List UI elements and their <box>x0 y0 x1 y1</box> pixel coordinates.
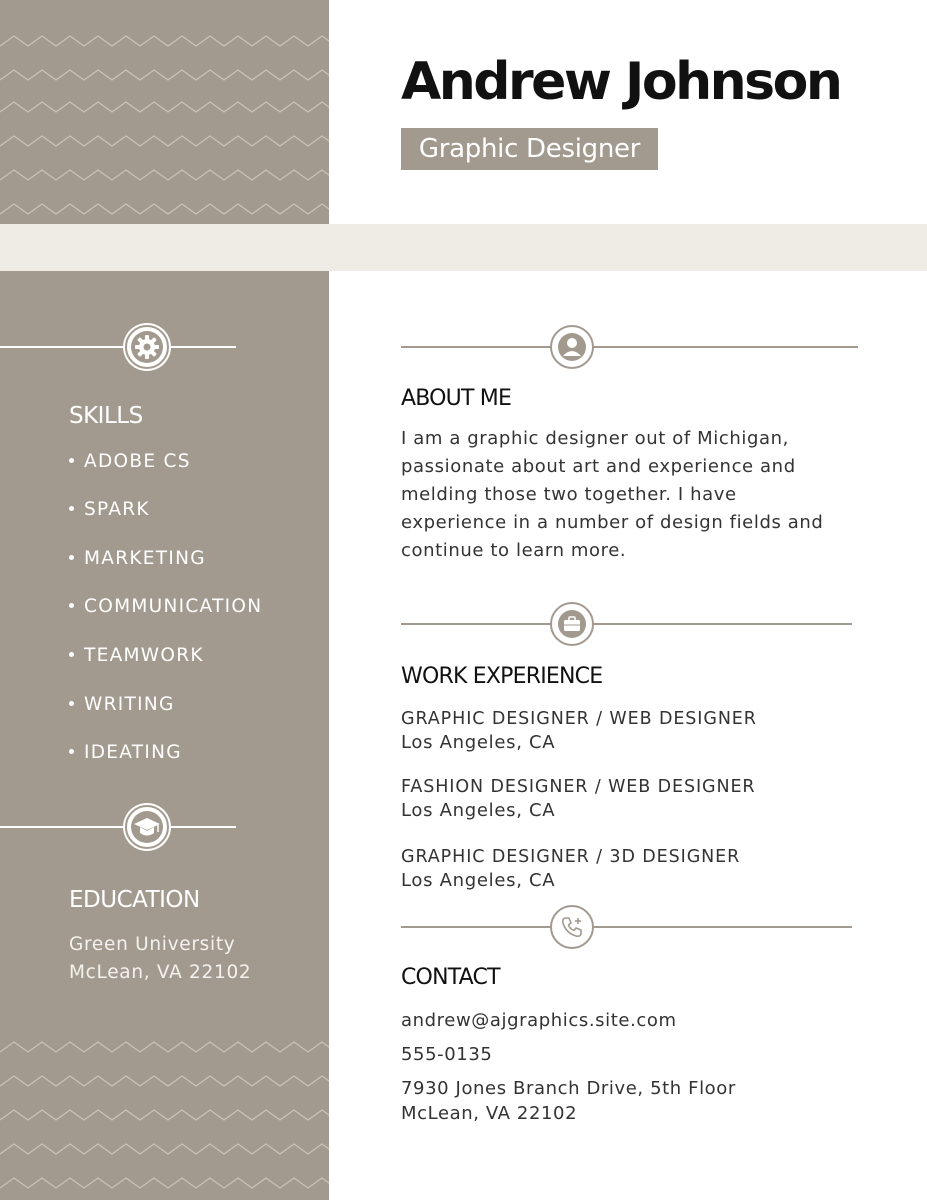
phone-icon <box>550 905 594 949</box>
skill-item <box>69 596 262 617</box>
header-band <box>0 224 927 271</box>
skill-label: SPARK <box>84 499 150 520</box>
skill-item <box>69 548 206 569</box>
zigzag-pattern-bottom <box>0 1036 329 1200</box>
contact-heading: CONTACT <box>401 965 500 990</box>
job-location: Los Angeles, CA <box>401 800 556 821</box>
skill-label: MARKETING <box>84 548 206 569</box>
education-school: Green University <box>69 934 236 955</box>
contact-email[interactable]: andrew@ajgraphics.site.com <box>401 1010 677 1031</box>
role-badge: Graphic Designer <box>401 128 658 170</box>
bullet-icon <box>69 458 74 463</box>
work-heading: WORK EXPERIENCE <box>401 664 603 689</box>
education-location: McLean, VA 22102 <box>69 962 252 983</box>
bullet-icon <box>69 603 74 608</box>
user-icon <box>550 325 594 369</box>
skill-label: IDEATING <box>84 742 182 763</box>
contact-address-line2: McLean, VA 22102 <box>401 1103 578 1124</box>
skill-label: ADOBE CS <box>84 451 191 472</box>
skill-item <box>69 645 204 666</box>
skill-item <box>69 694 175 715</box>
job-title: GRAPHIC DESIGNER / 3D DESIGNER <box>401 847 741 867</box>
about-text: I am a graphic designer out of Michigan, passionate about art and experience and melding those two together. I have experience in a number of design fields and continue to learn more. <box>401 428 824 561</box>
bullet-icon <box>69 652 74 657</box>
skill-item <box>69 742 182 763</box>
job-location: Los Angeles, CA <box>401 870 556 891</box>
job-location: Los Angeles, CA <box>401 732 556 753</box>
bullet-icon <box>69 701 74 706</box>
skill-label: WRITING <box>84 694 175 715</box>
about-divider <box>401 346 858 348</box>
gear-icon <box>125 325 169 369</box>
zigzag-pattern <box>0 0 329 224</box>
skills-heading: SKILLS <box>69 403 143 429</box>
contact-phone[interactable]: 555-0135 <box>401 1044 493 1065</box>
contact-divider <box>401 926 852 928</box>
bullet-icon <box>69 749 74 754</box>
candidate-name: Andrew Johnson <box>401 52 841 112</box>
sidebar <box>0 271 329 1200</box>
skill-item <box>69 499 150 520</box>
job-title: FASHION DESIGNER / WEB DESIGNER <box>401 777 756 797</box>
work-divider <box>401 623 852 625</box>
skill-label: COMMUNICATION <box>84 596 263 617</box>
bullet-icon <box>69 506 74 511</box>
graduation-cap-icon <box>125 805 169 849</box>
education-divider <box>0 826 236 828</box>
about-heading: ABOUT ME <box>401 386 512 411</box>
bullet-icon <box>69 555 74 560</box>
skill-item <box>69 451 191 472</box>
briefcase-icon <box>550 602 594 646</box>
education-heading: EDUCATION <box>69 887 200 913</box>
job-title: GRAPHIC DESIGNER / WEB DESIGNER <box>401 709 757 729</box>
skills-divider <box>0 346 236 348</box>
skill-label: TEAMWORK <box>84 645 204 666</box>
contact-address-line1: 7930 Jones Branch Drive, 5th Floor <box>401 1078 736 1099</box>
sidebar-header-block <box>0 0 329 224</box>
